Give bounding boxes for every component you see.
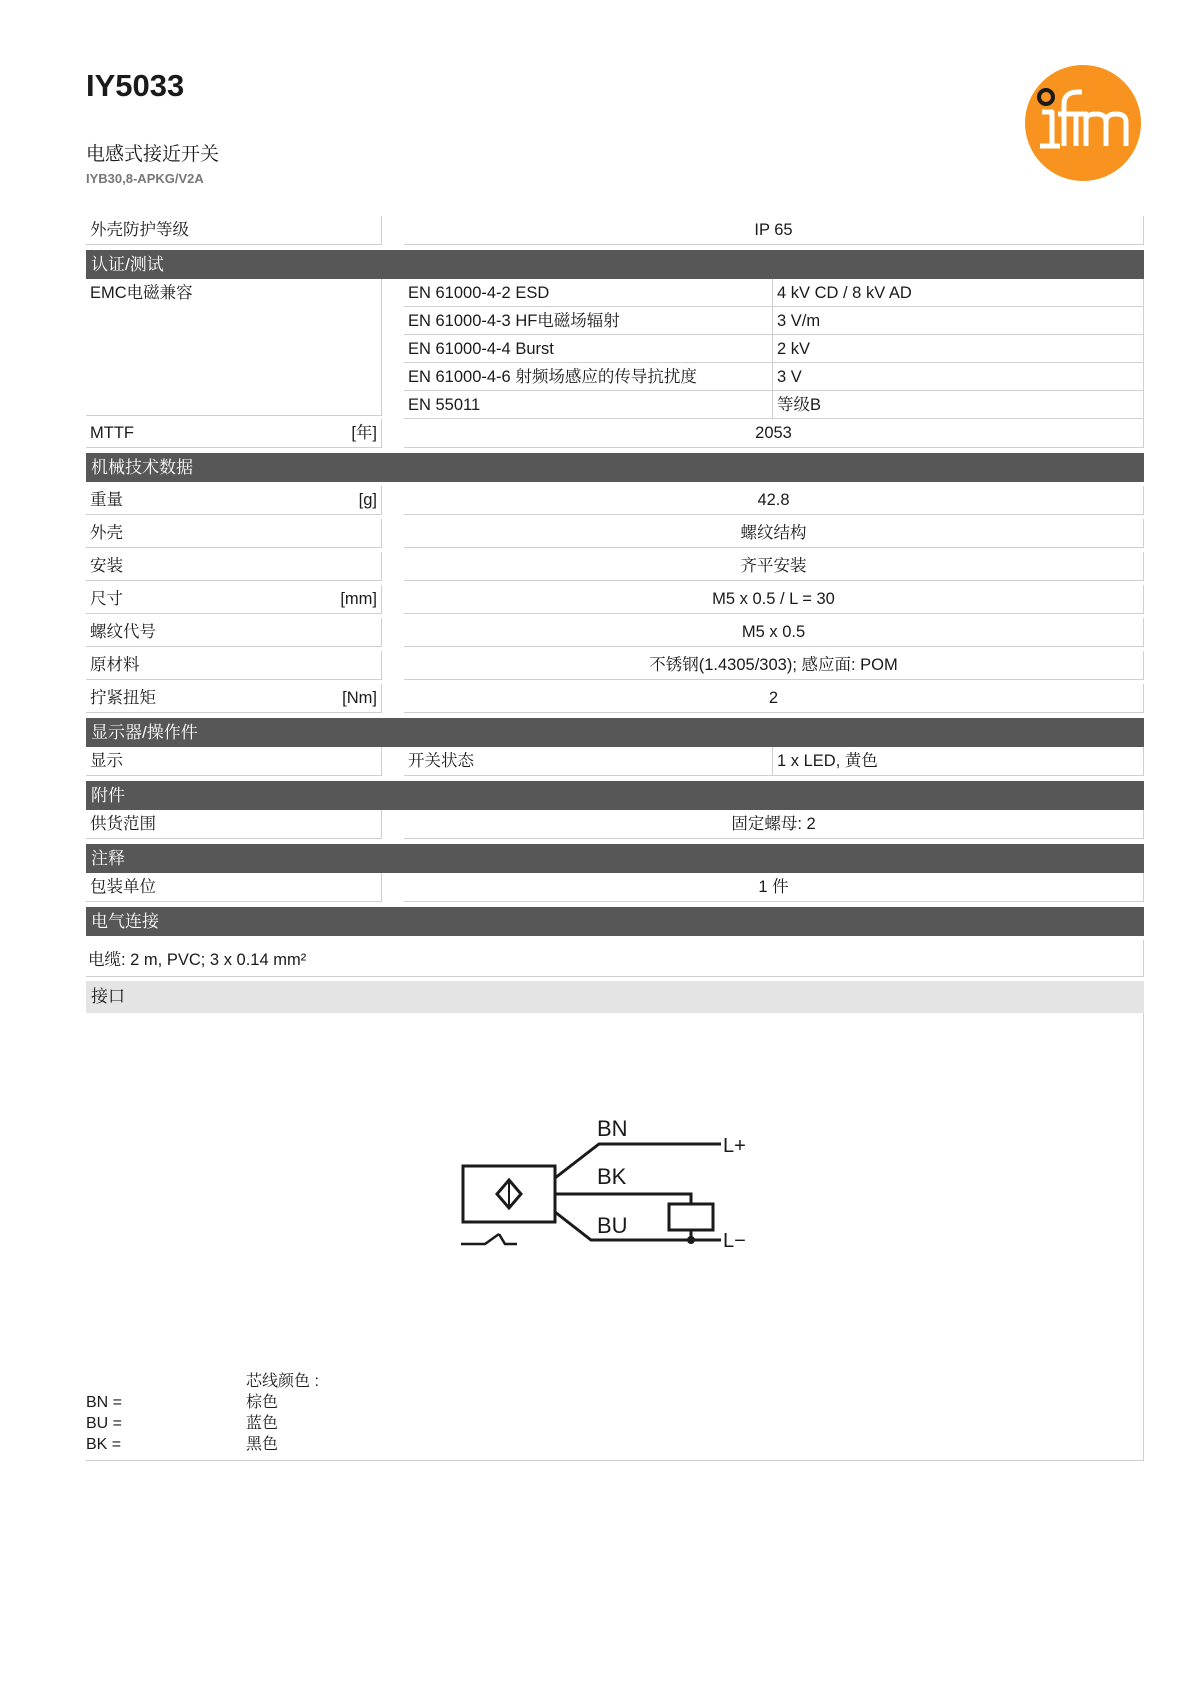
mttf-label: MTTF [年]: [86, 419, 382, 448]
mechanical-unit: [mm]: [340, 590, 377, 608]
mechanical-label: 原材料: [86, 651, 382, 680]
legend-value: 棕色: [246, 1394, 279, 1411]
emc-value: 等级B: [773, 391, 1144, 419]
mechanical-label: 尺寸 [mm]: [86, 585, 382, 614]
mechanical-value: 齐平安装: [404, 552, 1144, 581]
mechanical-row: [86, 651, 1144, 680]
mechanical-row: [86, 519, 1144, 548]
notes-label: 包装单位: [86, 873, 382, 902]
display-label: 显示: [86, 747, 382, 776]
emc-value: 4 kV CD / 8 kV AD: [773, 279, 1144, 307]
interface-heading: 接口: [86, 981, 1144, 1013]
mechanical-row: [86, 486, 1144, 515]
ifm-logo: [1024, 64, 1142, 182]
accessories-row: [86, 810, 1144, 839]
mechanical-label: 螺纹代号: [86, 618, 382, 647]
product-title: IY5033: [86, 68, 185, 103]
notes-value: 1 件: [404, 873, 1144, 902]
mechanical-value: M5 x 0.5 / L = 30: [404, 585, 1144, 614]
mechanical-value: 2: [404, 684, 1144, 713]
label-lminus: L−: [723, 1230, 746, 1252]
label-bk: BK: [597, 1164, 627, 1189]
section-accessories: 附件: [86, 781, 1144, 810]
mechanical-row: [86, 684, 1144, 713]
section-mechanical: 机械技术数据: [86, 453, 1144, 482]
wiring-diagram: [459, 1116, 779, 1256]
emc-standard: EN 61000-4-3 HF电磁场辐射: [404, 307, 773, 335]
emc-item: [404, 335, 1144, 363]
mttf-value: 2053: [404, 419, 1144, 448]
mechanical-value: M5 x 0.5: [404, 618, 1144, 647]
mttf-unit: [年]: [351, 424, 377, 442]
section-electrical: 电气连接: [86, 907, 1144, 936]
mechanical-unit: [g]: [358, 491, 377, 509]
protection-row: [86, 216, 1144, 245]
mechanical-row: [86, 585, 1144, 614]
emc-standard: EN 61000-4-4 Burst: [404, 335, 773, 363]
product-subtitle: 电感式接近开关: [86, 144, 220, 165]
accessories-value: 固定螺母: 2: [404, 810, 1144, 839]
protection-value: IP 65: [404, 216, 1144, 245]
section-display: 显示器/操作件: [86, 718, 1144, 747]
load-symbol: [669, 1204, 713, 1230]
emc-label: EMC电磁兼容: [86, 279, 382, 416]
emc-standard: EN 61000-4-2 ESD: [404, 279, 773, 307]
legend-heading: 芯线颜色 :: [246, 1373, 319, 1390]
emc-item: [404, 391, 1144, 419]
legend-key: BN =: [86, 1394, 123, 1411]
legend-value: 黑色: [246, 1436, 279, 1453]
section-approvals: 认证/测试: [86, 250, 1144, 279]
label-bu: BU: [597, 1213, 628, 1238]
wire-bn: [555, 1144, 721, 1178]
mechanical-row: [86, 552, 1144, 581]
section-notes: 注释: [86, 844, 1144, 873]
emc-item: [404, 307, 1144, 335]
emc-item: [404, 279, 1144, 307]
mechanical-label: 拧紧扭矩 [Nm]: [86, 684, 382, 713]
spec-sheet: [86, 216, 1144, 1461]
protection-label: 外壳防护等级: [86, 216, 382, 245]
mechanical-value: 不锈钢(1.4305/303); 感应面: POM: [404, 651, 1144, 680]
emc-value: 3 V/m: [773, 307, 1144, 335]
display-value: 1 x LED, 黄色: [773, 747, 1144, 776]
cable-spec: 电缆: 2 m, PVC; 3 x 0.14 mm²: [86, 940, 1144, 977]
mechanical-label: 重量 [g]: [86, 486, 382, 515]
notes-row: [86, 873, 1144, 902]
mttf-row: [86, 419, 1144, 448]
emc-value: 2 kV: [773, 335, 1144, 363]
emc-row: [86, 279, 1144, 419]
mechanical-unit: [Nm]: [342, 689, 377, 707]
mechanical-value: 螺纹结构: [404, 519, 1144, 548]
logo-text: ifm: [1024, 64, 1026, 65]
display-row: [86, 747, 1144, 776]
legend-value: 蓝色: [246, 1415, 279, 1432]
wiring-panel: [86, 1013, 1144, 1461]
legend-key: BK =: [86, 1436, 122, 1453]
wire-bu: [555, 1212, 721, 1240]
mechanical-table: [86, 486, 1144, 713]
emc-table: [404, 279, 1144, 419]
mechanical-label: 外壳: [86, 519, 382, 548]
emc-item: [404, 363, 1144, 391]
accessories-label: 供货范围: [86, 810, 382, 839]
product-code: IYB30,8-APKG/V2A: [86, 171, 204, 186]
legend-key: BU =: [86, 1415, 123, 1432]
mechanical-label: 安装: [86, 552, 382, 581]
switch-symbol: [461, 1234, 517, 1244]
emc-standard: EN 55011: [404, 391, 773, 419]
display-sub: 开关状态: [404, 747, 773, 776]
label-lplus: L+: [723, 1135, 746, 1157]
label-bn: BN: [597, 1116, 628, 1141]
mechanical-value: 42.8: [404, 486, 1144, 515]
emc-value: 3 V: [773, 363, 1144, 391]
emc-standard: EN 61000-4-6 射频场感应的传导抗扰度: [404, 363, 773, 391]
mechanical-row: [86, 618, 1144, 647]
